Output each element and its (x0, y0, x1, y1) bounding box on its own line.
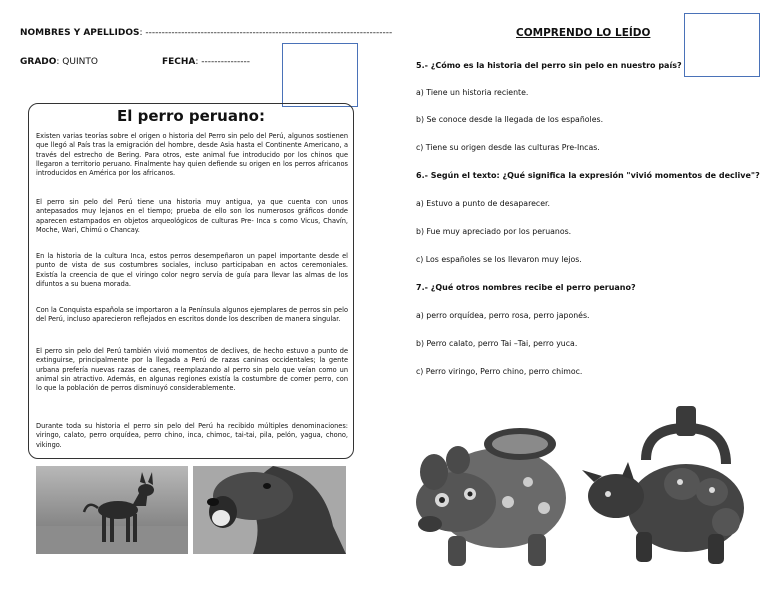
ceramic-dogs-stirrup-image (576, 404, 752, 574)
paragraph-4: Con la Conquista española se importaron a la Península algunos ejemplares de perros sin pelo del Perú, incluso aparecieron reflejados en escritos donde los describen de manera singular. (36, 306, 348, 324)
paragraph-6: Durante toda su historia el perro sin pelo del Perú ha recibido múltiples denominaciones: viringo, calato, perro orquídea, perro chino, inca, chimoc, tai-tai, pila, pelón, yagua, chono, vikingo. (36, 422, 348, 449)
dog-head-photo (193, 466, 346, 554)
question-6: 6.- Según el texto: ¿Qué significa la expresión "vivió momentos de declive"? (416, 171, 760, 180)
names-label: NOMBRES Y APELLIDOS (20, 28, 140, 38)
paragraph-1: Existen varias teorías sobre el origen o historia del Perro sin pelo del Perú, algunos sostienen que llegó al País tras la emigración del hombre, desde Asia hasta el Continente Americano, a través del estrecho de Bering. Para otros, este animal fue introducido por los chinos que llegaron a territorio peruano. Finalmente hay quien defiende su origen en los perros africanos introducidos en América por los africanos. (36, 132, 348, 178)
paragraph-3: En la historia de la cultura Inca, estos perros desempeñaron un papel importante desde el punto de vista de sus costumbres sociales, incluso participaban en actos ceremoniales. Existía la creencia de que el viringo color negro servía de guía para llevar las almas de los difuntos a su buena morada. (36, 252, 348, 289)
reading-title: El perro peruano: (117, 107, 265, 125)
grade-label: GRADO (20, 57, 57, 67)
paragraph-2: El perro sin pelo del Perú tiene una historia muy antigua, ya que cuenta con unos antepasados muy lejanos en el tiempo; prueba de ello son los numerosos gráficos donde aparecen estampados en objetos arqueológicos de culturas Pre- Inca s como Vicus, Chavín, Moche, Wari, Chimú o Chancay. (36, 198, 348, 235)
option-7c[interactable]: c) Perro viringo, Perro chino, perro chimoc. (416, 367, 583, 376)
option-5c[interactable]: c) Tiene su origen desde las culturas Pre-Incas. (416, 143, 600, 152)
question-7: 7.- ¿Qué otros nombres recibe el perro peruano? (416, 283, 636, 292)
date-value[interactable]: : --------------- (195, 57, 251, 67)
option-6a[interactable]: a) Estuvo a punto de desaparecer. (416, 199, 550, 208)
option-6c[interactable]: c) Los españoles se los llevaron muy lejos. (416, 255, 582, 264)
date-label: FECHA (162, 57, 196, 67)
questions-heading: COMPRENDO LO LEÍDO (516, 27, 651, 39)
grade-value: : QUINTO (56, 57, 98, 67)
question-5: 5.- ¿Cómo es la historia del perro sin pelo en nuestro país? (416, 61, 682, 70)
names-row (20, 28, 392, 38)
option-7a[interactable]: a) perro orquídea, perro rosa, perro japonés. (416, 311, 590, 320)
date-row (162, 57, 250, 67)
option-5b[interactable]: b) Se conoce desde la llegada de los españoles. (416, 115, 604, 124)
option-7b[interactable]: b) Perro calato, perro Tai –Tai, perro yuca. (416, 339, 578, 348)
score-box (282, 43, 358, 107)
dog-standing-photo (36, 466, 188, 554)
score-box-right (684, 13, 760, 77)
grade-row (20, 57, 98, 67)
paragraph-5: El perro sin pelo del Perú también vivió momentos de declives, de hecho estuvo a punto de extinguirse, principalmente por la llegada a Perú de razas caninas occidentales; la gente urbana prefería nuevas razas de canes, reemplazando al perro sin pelo que veían como un animal sin atractivo. Además, en algunas regiones existía la costumbre de comer perro, con lo que la población de perros disminuyó considerablemente. (36, 347, 348, 393)
ceramic-dog-vessel-image (408, 412, 576, 574)
names-line[interactable]: : ---------------------------------------------------------------------------- (139, 28, 393, 38)
option-6b[interactable]: b) Fue muy apreciado por los peruanos. (416, 227, 572, 236)
option-5a[interactable]: a) Tiene un historia reciente. (416, 88, 529, 97)
